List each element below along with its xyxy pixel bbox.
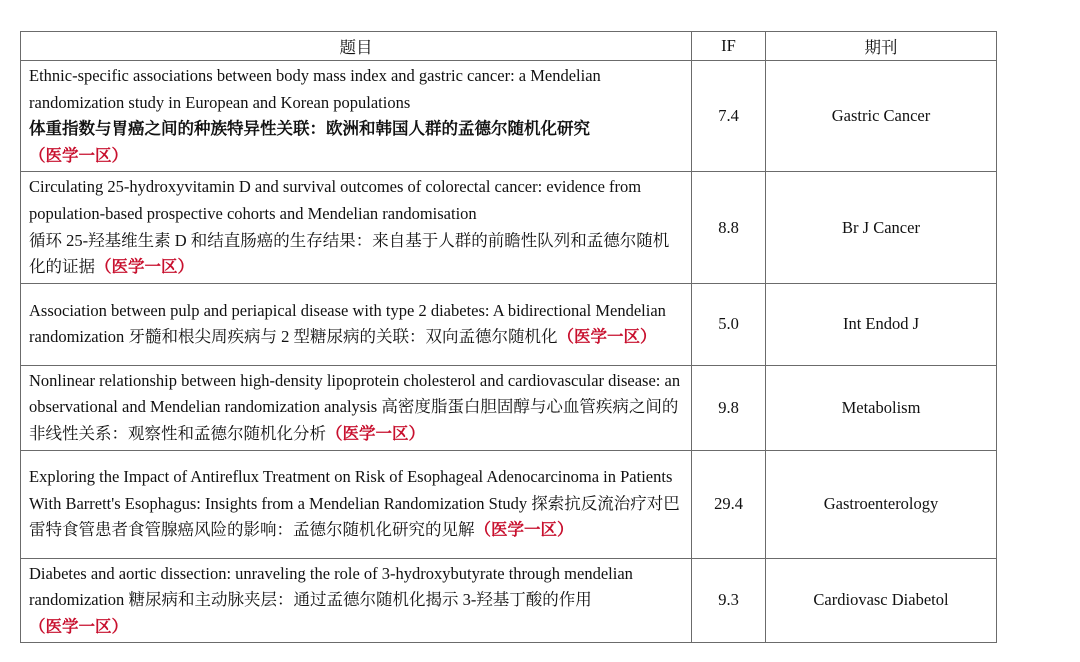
journal-name: Gastroenterology bbox=[766, 450, 997, 558]
paper-title-cn: 糖尿病和主动脉夹层：通过孟德尔随机化揭示 3-羟基丁酸的作用 bbox=[128, 590, 592, 610]
paper-title-cn: 高密度脂蛋白胆固醇与心血管疾病之间的非线性关系：观察性和孟德尔随机化分析 bbox=[29, 397, 679, 443]
table-row bbox=[21, 558, 997, 643]
paper-title-en: Diabetes and aortic dissection: unraveling the role of 3-hydroxybutyrate through mendelian randomization bbox=[29, 563, 633, 610]
table-row bbox=[21, 450, 997, 558]
paper-title-cn: 牙髓和根尖周疾病与 2 型糖尿病的关联：双向孟德尔随机化 bbox=[128, 327, 558, 347]
paper-title-cn: 探索抗反流治疗对巴雷特食管患者食管腺癌风险的影响：孟德尔随机化研究的见解 bbox=[29, 493, 680, 540]
paper-title-en: Exploring the Impact of Antireflux Treatment on Risk of Esophageal Adenocarcinoma in Patients With Barrett's Esophagus: Insights from a Mendelian Randomization Study bbox=[29, 467, 673, 513]
paper-title-cell bbox=[21, 365, 692, 450]
paper-title-cell bbox=[21, 283, 692, 365]
paper-title-cell bbox=[21, 558, 692, 643]
journal-name: Int Endod J bbox=[766, 283, 997, 365]
journal-name: Br J Cancer bbox=[766, 172, 997, 283]
tier-tag: （医学一区） bbox=[557, 327, 657, 347]
paper-title-cn: 体重指数与胃癌之间的种族特异性关联：欧洲和韩国人群的孟德尔随机化研究 bbox=[29, 119, 590, 139]
impact-factor: 29.4 bbox=[692, 450, 766, 558]
header-if: IF bbox=[692, 32, 766, 61]
header-row bbox=[21, 32, 997, 61]
tier-tag: （医学一区） bbox=[326, 423, 425, 443]
tier-tag: （医学一区） bbox=[29, 616, 128, 636]
paper-title-cn: 循环 25-羟基维生素 D 和结直肠癌的生存结果：来自基于人群的前瞻性队列和孟德尔随机化的证据 bbox=[29, 230, 670, 277]
journal-name: Cardiovasc Diabetol bbox=[766, 558, 997, 643]
papers-table bbox=[20, 31, 997, 643]
table-row bbox=[21, 172, 997, 283]
paper-title-cell bbox=[21, 172, 692, 283]
header-journal: 期刊 bbox=[766, 32, 997, 61]
paper-title-en: Association between pulp and periapical disease with type 2 diabetes: A bidirectional Mendelian randomization bbox=[29, 300, 666, 347]
tier-tag: （医学一区） bbox=[95, 257, 194, 277]
table-row bbox=[21, 283, 997, 365]
journal-name: Gastric Cancer bbox=[766, 61, 997, 172]
impact-factor: 9.8 bbox=[692, 365, 766, 450]
impact-factor: 8.8 bbox=[692, 172, 766, 283]
paper-title-cell bbox=[21, 61, 692, 172]
paper-title-en: Circulating 25-hydroxyvitamin D and survival outcomes of colorectal cancer: evidence from population-based prospective cohorts and Mendelian randomisation bbox=[29, 177, 642, 223]
tier-tag: （医学一区） bbox=[474, 520, 574, 540]
impact-factor: 9.3 bbox=[692, 558, 766, 643]
journal-name: Metabolism bbox=[766, 365, 997, 450]
impact-factor: 7.4 bbox=[692, 61, 766, 172]
paper-title-en: Nonlinear relationship between high-density lipoprotein cholesterol and cardiovascular disease: an observational and Mendelian randomization analysis bbox=[29, 370, 681, 417]
paper-title-cell bbox=[21, 450, 692, 558]
header-title: 题目 bbox=[21, 32, 692, 61]
table-row bbox=[21, 61, 997, 172]
impact-factor: 5.0 bbox=[692, 283, 766, 365]
paper-title-en: Ethnic-specific associations between body mass index and gastric cancer: a Mendelian randomization study in European and Korean populations bbox=[29, 66, 601, 112]
table-row bbox=[21, 365, 997, 450]
tier-tag: （医学一区） bbox=[29, 145, 128, 165]
